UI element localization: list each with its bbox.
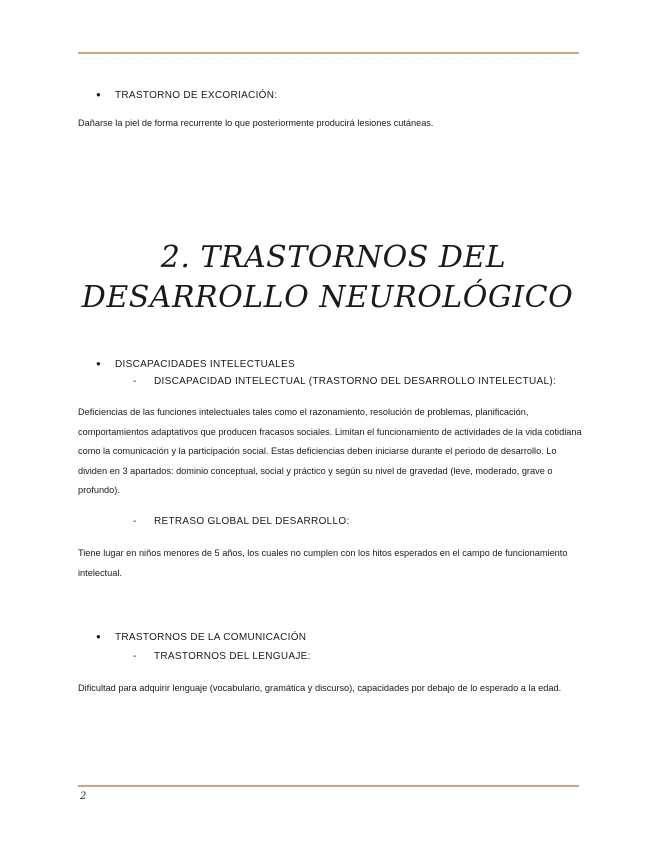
- dash-icon: -: [133, 651, 137, 662]
- bullet-excoriacion: [96, 88, 277, 103]
- bullet-label: DISCAPACIDADES INTELECTUALES: [115, 359, 295, 370]
- page-number: 2: [80, 791, 87, 802]
- sub-bullet-label: TRASTORNOS DEL LENGUAJE:: [154, 651, 311, 662]
- dash-icon: -: [133, 516, 137, 527]
- retraso-paragraph: Tiene lugar en niños menores de 5 años, los cuales no cumplen con los hitos esperados en el campo de funcionamiento intelectual.: [78, 548, 568, 578]
- sub-bullet-label: RETRASO GLOBAL DEL DESARROLLO:: [154, 516, 350, 527]
- bullet-icon: ●: [96, 90, 102, 99]
- header-rule: [78, 52, 579, 54]
- sub-bullet-lenguaje: [133, 650, 311, 664]
- bullet-comunicacion: [96, 630, 306, 645]
- excoriacion-paragraph: Dañarse la piel de forma recurrente lo que posteriormente producirá lesiones cutáneas.: [78, 118, 434, 128]
- bullet-icon: ●: [96, 359, 102, 368]
- sub-bullet-retraso-global: [133, 515, 350, 529]
- bullet-icon: ●: [96, 632, 102, 641]
- bullet-label: TRASTORNOS DE LA COMUNICACIÓN: [115, 632, 307, 643]
- sub-bullet-discapacidad-intelectual: [133, 375, 556, 389]
- heading-line-2: DESARROLLO NEUROLÓGICO: [81, 280, 574, 315]
- bullet-label: TRASTORNO DE EXCORIACIÓN:: [115, 90, 278, 101]
- sub-bullet-label: DISCAPACIDAD INTELECTUAL (TRASTORNO DEL DESARROLLO INTELECTUAL):: [154, 376, 557, 387]
- section-heading: [0, 238, 655, 318]
- heading-line-1: 2. TRASTORNOS DEL: [160, 240, 507, 275]
- lenguaje-paragraph: Dificultad para adquirir lenguaje (vocabulario, gramática y discurso), capacidades por debajo de lo esperado a la edad.: [78, 683, 562, 693]
- discapacidad-paragraph: Deficiencias de las funciones intelectuales tales como el razonamiento, resolución de problemas, planificación, comportamientos adaptativos que producen fracasos sociales. Limitan el funcionamiento de actividades de la vida cotidiana como la comunicación y la participación social. Estas deficiencias deben iniciarse durante el periodo de desarrollo. Lo dividen en 3 apartados: dominio conceptual, social y práctico y según su nivel de gravedad (leve, moderado, grave o profundo).: [78, 407, 582, 495]
- dash-icon: -: [133, 376, 137, 387]
- footer-rule: [78, 785, 579, 787]
- bullet-discapacidades: [96, 357, 295, 372]
